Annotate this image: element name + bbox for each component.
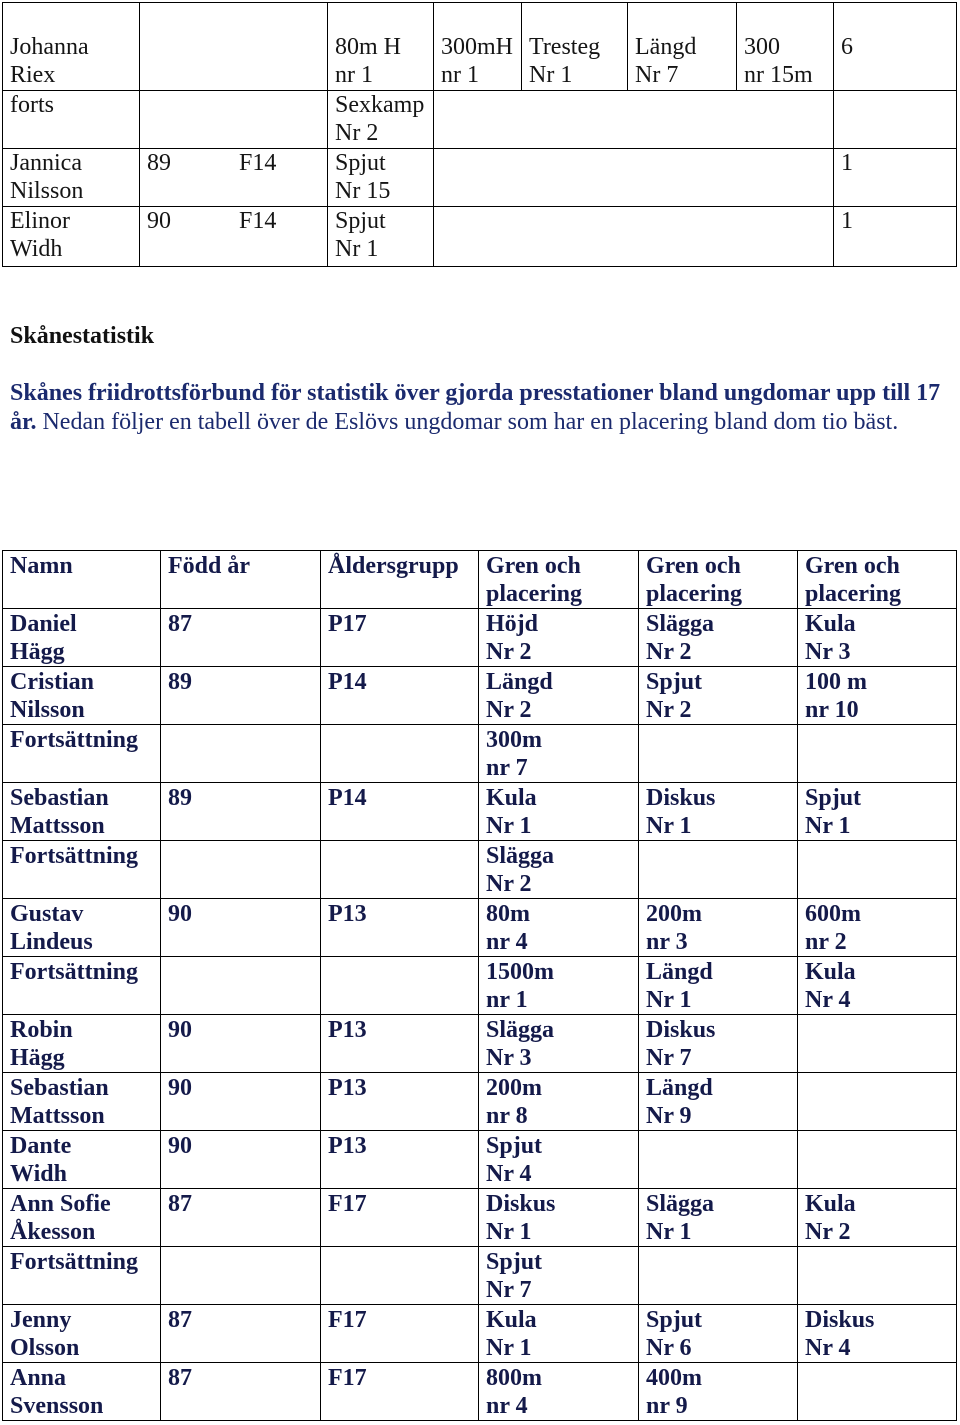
event-placing-cell: [639, 1131, 798, 1189]
athlete-name-cell: Ann Sofie Åkesson: [3, 1189, 161, 1247]
value-cell: [834, 91, 957, 149]
birth-year-cell: 87: [161, 609, 321, 667]
event-placing-cell: Spjut Nr 1: [798, 783, 957, 841]
event-placing-cell: [798, 841, 957, 899]
event-placing-cell: Diskus Nr 4: [798, 1305, 957, 1363]
athlete-name-cell: Dante Widh: [3, 1131, 161, 1189]
value-cell: 6: [834, 3, 957, 91]
event-placing-cell: Längd Nr 1: [639, 957, 798, 1015]
birth-year-cell: [161, 841, 321, 899]
event-placing-cell: Diskus Nr 1: [639, 783, 798, 841]
age-group-cell: P13: [321, 1073, 479, 1131]
athlete-name-cell: Jenny Olsson: [3, 1305, 161, 1363]
event-placing-cell: Höjd Nr 2: [479, 609, 639, 667]
event-placing-cell: [798, 1073, 957, 1131]
event-placing-cell: 80m H nr 1: [328, 3, 434, 91]
event-placing-cell: Spjut Nr 6: [639, 1305, 798, 1363]
birth-year-cell: 90: [140, 207, 232, 267]
age-group-cell: P14: [321, 667, 479, 725]
event-placing-cell: [798, 1363, 957, 1421]
event-placing-cell: 80m nr 4: [479, 899, 639, 957]
intro-lead-sentence: Skånes friidrottsförbund för statistik över gjorda presstationer bland ungdomar upp till 17 år.: [10, 380, 941, 435]
athlete-name-cell: Jannica Nilsson: [3, 149, 140, 207]
column-header: Åldersgrupp: [321, 551, 479, 609]
event-placing-cell: Längd Nr 7: [628, 3, 737, 91]
event-placing-cell: Spjut Nr 7: [479, 1247, 639, 1305]
intro-rest-sentence: Nedan följer en tabell över de Eslövs ungdomar som har en placering bland dom tio bäst.: [42, 409, 899, 435]
event-placing-cell: Slägga Nr 3: [479, 1015, 639, 1073]
age-group-cell: P14: [321, 783, 479, 841]
event-placing-cell: 200m nr 8: [479, 1073, 639, 1131]
birth-year-cell: 90: [161, 1131, 321, 1189]
birth-year-cell: [140, 3, 232, 91]
athlete-name-cell: Fortsättning: [3, 1247, 161, 1305]
event-placing-cell: Slägga Nr 2: [479, 841, 639, 899]
event-placing-cell: 800m nr 4: [479, 1363, 639, 1421]
column-header: Namn: [3, 551, 161, 609]
column-header: Gren och placering: [639, 551, 798, 609]
birth-year-cell: 89: [140, 149, 232, 207]
athlete-name-cell: Fortsättning: [3, 841, 161, 899]
age-group-cell: [232, 91, 328, 149]
empty-cell: [434, 207, 834, 267]
birth-year-cell: [161, 725, 321, 783]
birth-year-cell: 90: [161, 1073, 321, 1131]
age-group-cell: [321, 841, 479, 899]
birth-year-cell: [161, 1247, 321, 1305]
birth-year-cell: 90: [161, 1015, 321, 1073]
age-group-cell: F14: [232, 207, 328, 267]
event-placing-cell: [798, 1247, 957, 1305]
event-placing-cell: Slägga Nr 1: [639, 1189, 798, 1247]
birth-year-cell: [140, 91, 232, 149]
column-header: Född år: [161, 551, 321, 609]
event-placing-cell: Diskus Nr 1: [479, 1189, 639, 1247]
event-placing-cell: Kula Nr 1: [479, 783, 639, 841]
event-placing-cell: Kula Nr 4: [798, 957, 957, 1015]
athlete-name-cell: Cristian Nilsson: [3, 667, 161, 725]
age-group-cell: [321, 1247, 479, 1305]
event-placing-cell: Spjut Nr 15: [328, 149, 434, 207]
birth-year-cell: 87: [161, 1189, 321, 1247]
event-placing-cell: Diskus Nr 7: [639, 1015, 798, 1073]
event-placing-cell: 300m nr 7: [479, 725, 639, 783]
athlete-name-cell: Sebastian Mattsson: [3, 783, 161, 841]
age-group-cell: [232, 3, 328, 91]
event-placing-cell: 1500m nr 1: [479, 957, 639, 1015]
athlete-name-cell: Johanna Riex: [3, 3, 140, 91]
birth-year-cell: 89: [161, 667, 321, 725]
event-placing-cell: Tresteg Nr 1: [522, 3, 628, 91]
birth-year-cell: [161, 957, 321, 1015]
birth-year-cell: 87: [161, 1305, 321, 1363]
column-header: Gren och placering: [798, 551, 957, 609]
value-cell: 1: [834, 149, 957, 207]
event-placing-cell: 300mH nr 1: [434, 3, 522, 91]
age-group-cell: F17: [321, 1363, 479, 1421]
event-placing-cell: [798, 1015, 957, 1073]
event-placing-cell: 100 m nr 10: [798, 667, 957, 725]
event-placing-cell: Slägga Nr 2: [639, 609, 798, 667]
section-heading: Skånestatistik: [10, 323, 155, 349]
age-group-cell: [321, 957, 479, 1015]
age-group-cell: P13: [321, 1015, 479, 1073]
age-group-cell: [321, 725, 479, 783]
age-group-cell: P17: [321, 609, 479, 667]
skane-statistics-table: [2, 550, 957, 1421]
age-group-cell: F17: [321, 1305, 479, 1363]
event-placing-cell: [639, 1247, 798, 1305]
athlete-name-cell: Elinor Widh: [3, 207, 140, 267]
event-placing-cell: Sexkamp Nr 2: [328, 91, 434, 149]
athlete-name-cell: Fortsättning: [3, 725, 161, 783]
event-placing-cell: Spjut Nr 4: [479, 1131, 639, 1189]
athlete-results-table-continued: [2, 2, 957, 267]
athlete-name-cell: Sebastian Mattsson: [3, 1073, 161, 1131]
event-placing-cell: [639, 841, 798, 899]
event-placing-cell: 600m nr 2: [798, 899, 957, 957]
value-cell: 1: [834, 207, 957, 267]
empty-cell: [434, 91, 834, 149]
event-placing-cell: Spjut Nr 1: [328, 207, 434, 267]
athlete-name-cell: Gustav Lindeus: [3, 899, 161, 957]
event-placing-cell: [798, 725, 957, 783]
age-group-cell: F17: [321, 1189, 479, 1247]
athlete-name-cell: Daniel Hägg: [3, 609, 161, 667]
empty-cell: [434, 149, 834, 207]
age-group-cell: P13: [321, 1131, 479, 1189]
age-group-cell: P13: [321, 899, 479, 957]
event-placing-cell: 300 nr 15m: [737, 3, 834, 91]
athlete-name-cell: Anna Svensson: [3, 1363, 161, 1421]
athlete-name-cell: Fortsättning: [3, 957, 161, 1015]
age-group-cell: F14: [232, 149, 328, 207]
event-placing-cell: 200m nr 3: [639, 899, 798, 957]
event-placing-cell: [639, 725, 798, 783]
athlete-name-cell: forts: [3, 91, 140, 149]
event-placing-cell: Längd Nr 2: [479, 667, 639, 725]
birth-year-cell: 87: [161, 1363, 321, 1421]
intro-paragraph: [10, 379, 955, 437]
athlete-name-cell: Robin Hägg: [3, 1015, 161, 1073]
event-placing-cell: Kula Nr 2: [798, 1189, 957, 1247]
event-placing-cell: Längd Nr 9: [639, 1073, 798, 1131]
event-placing-cell: Spjut Nr 2: [639, 667, 798, 725]
birth-year-cell: 90: [161, 899, 321, 957]
event-placing-cell: Kula Nr 3: [798, 609, 957, 667]
event-placing-cell: [798, 1131, 957, 1189]
column-header: Gren och placering: [479, 551, 639, 609]
event-placing-cell: 400m nr 9: [639, 1363, 798, 1421]
event-placing-cell: Kula Nr 1: [479, 1305, 639, 1363]
birth-year-cell: 89: [161, 783, 321, 841]
